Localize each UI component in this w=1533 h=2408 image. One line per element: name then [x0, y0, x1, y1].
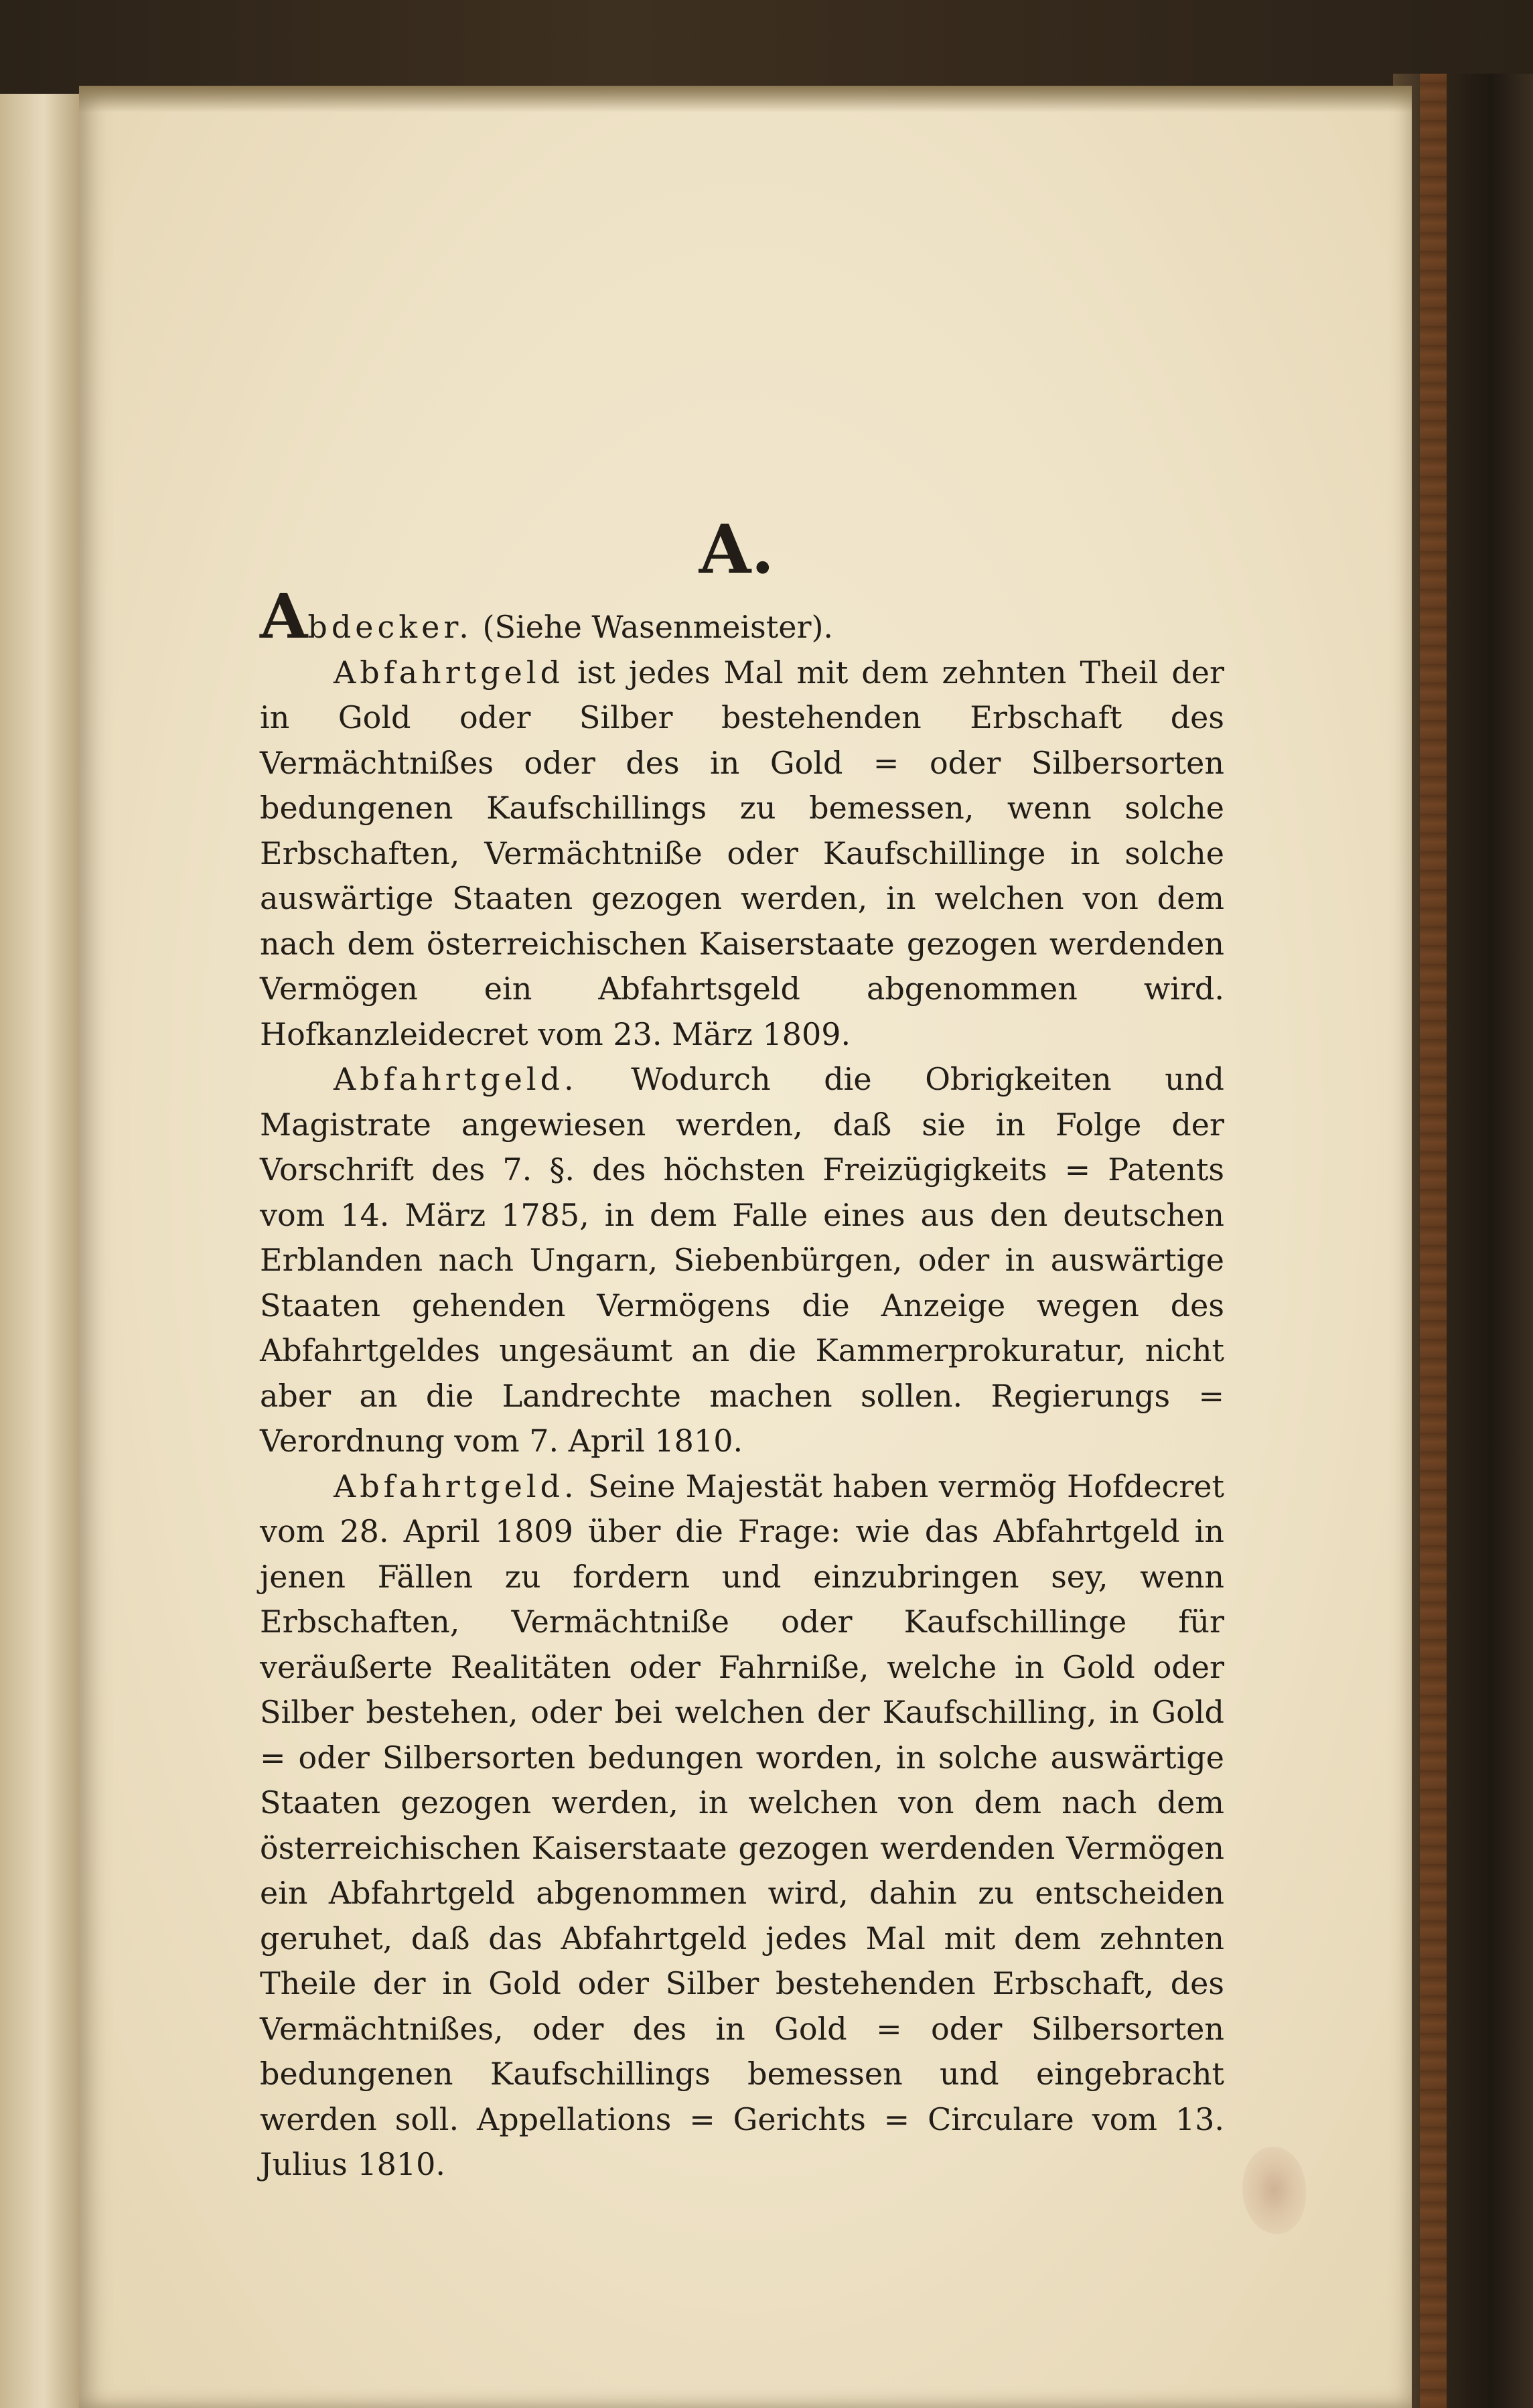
entry-abdecker [260, 580, 1224, 652]
entry-abfahrtgeld-2 [260, 1057, 1224, 1464]
entry-text: Wodurch die Obrigkeiten und Magistrate angewiesen werden, daß sie in Folge der Vorschrift des 7. §. des höchsten Freizügigkeits = Patents vom 14. März 1785, in dem Falle eines aus den deutschen Erblanden nach Ungarn, Siebenbürgen, oder in auswärtige Staaten gehenden Vermögens die Anzeige wegen des Abfahrtgeldes ungesäumt an die Kammerprokuratur, nicht aber an die Landrechte machen sollen. Regierungs = Verordnung vom 7. April 1810. [260, 1061, 1224, 1459]
entry-text: (Siehe Wasenmeister). [472, 609, 834, 645]
entry-text: ist jedes Mal mit dem zehnten Theil der in Gold oder Silber bestehenden Erbschaft des Vermächtnißes oder des in Gold = oder Silbersorten bedungenen Kaufschillings zu bemessen, wenn solche Erbschaften, Vermächtniße oder Kaufschillinge in solche auswärtige Staaten gezogen werden, in welchen von dem nach dem österreichischen Kaiserstaate gezogen werdenden Vermögen ein Abfahrtsgeld abgenommen wird. Hofkanzleidecret vom 23. März 1809. [260, 654, 1224, 1052]
entry-abfahrtgeld-3 [260, 1464, 1224, 2188]
leather-binding [1420, 74, 1447, 2408]
entry-abfahrtgeld-1 [260, 650, 1224, 1058]
page-text [260, 580, 1224, 2188]
drop-initial: A [260, 580, 308, 652]
entry-term: Abfahrtgeld. [334, 1468, 578, 1504]
letter-heading: A. [699, 510, 775, 589]
entry-term: bdecker. [307, 609, 473, 645]
book-cover-edge [1393, 74, 1533, 2408]
entry-term: Abfahrtgeld. [334, 1061, 578, 1097]
page-top-shadow [79, 86, 1412, 113]
left-page-edge [0, 94, 79, 2408]
entry-term: Abfahrtgeld [334, 654, 565, 691]
entry-text: Seine Majestät haben vermög Hofdecret vom 28. April 1809 über die Frage: wie das Abfahrtgeld in jenen Fällen zu fordern und einzubringen sey, wenn Erbschaften, Vermächtniße oder Kaufschillinge für veräußerte Realitäten oder Fahrniße, welche in Gold oder Silber bestehen, oder bei welchen der Kaufschilling, in Gold = oder Silbersorten bedungen worden, in solche auswärtige Staaten gezogen werden, in welchen von dem nach dem österreichischen Kaiserstaate gezogen werdenden Vermögen ein Abfahrtgeld abgenommen wird, dahin zu entscheiden geruhet, daß das Abfahrtgeld jedes Mal mit dem zehnten Theile der in Gold oder Silber bestehenden Erbschaft, des Vermächtnißes, oder des in Gold = oder Silbersorten bedungenen Kaufschillings bemessen und eingebracht werden soll. Appellations = Gerichts = Circulare vom 13. Julius 1810. [260, 1468, 1224, 2182]
